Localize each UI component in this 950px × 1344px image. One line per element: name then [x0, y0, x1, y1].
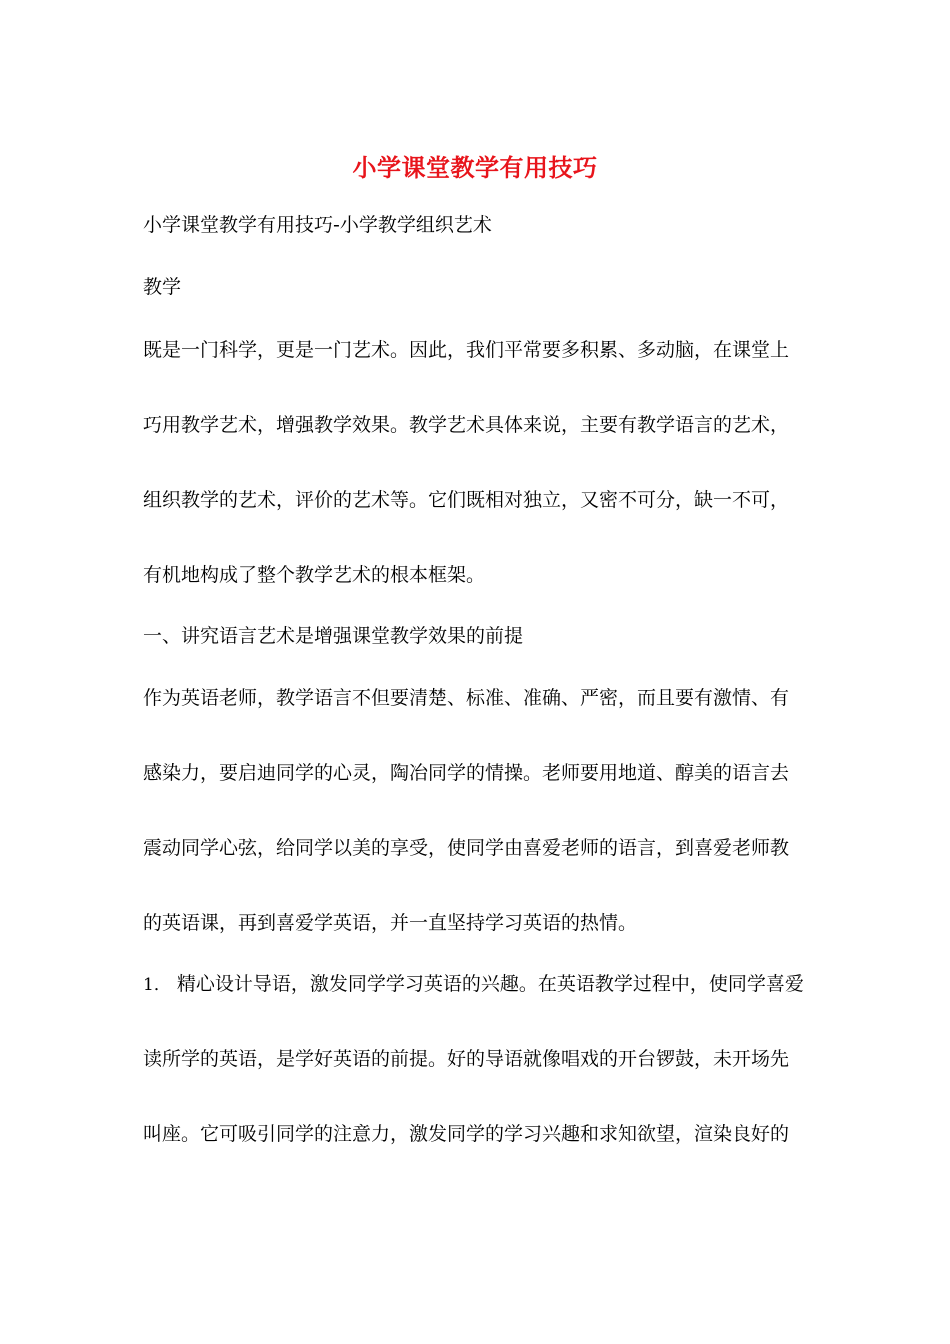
paragraph-line: 组织教学的艺术，评价的艺术等。它们既相对独立，又密不可分，缺一不可，	[143, 489, 790, 511]
section-heading: 一、讲究语言艺术是增强课堂教学效果的前提	[143, 625, 524, 647]
paragraph-line: 读所学的英语，是学好英语的前提。好的导语就像唱戏的开台锣鼓，未开场先	[143, 1048, 790, 1070]
paragraph-line: 的英语课，再到喜爱学英语，并一直坚持学习英语的热情。	[143, 912, 638, 934]
paragraph-line: 叫座。它可吸引同学的注意力，激发同学的学习兴趣和求知欲望，渲染良好的	[143, 1123, 790, 1145]
intro-word: 教学	[143, 276, 182, 298]
paragraph-line: 感染力，要启迪同学的心灵，陶冶同学的情操。老师要用地道、醇美的语言去	[143, 762, 790, 784]
document-title: 小学课堂教学有用技巧	[352, 153, 598, 182]
list-item-text: 精心设计导语，激发同学学习英语的兴趣。在英语教学过程中，使同学喜爱	[176, 973, 804, 995]
paragraph-line: 既是一门科学，更是一门艺术。因此，我们平常要多积累、多动脑，在课堂上	[143, 339, 790, 361]
paragraph-line: 巧用教学艺术，增强教学效果。教学艺术具体来说，主要有教学语言的艺术，	[143, 414, 790, 436]
paragraph-line: 作为英语老师，教学语言不但要清楚、标准、准确、严密，而且要有激情、有	[143, 687, 790, 709]
document-subtitle: 小学课堂教学有用技巧-小学教学组织艺术	[143, 214, 492, 236]
paragraph-line: 有机地构成了整个教学艺术的根本框架。	[143, 564, 486, 586]
list-item-number: 1．	[143, 975, 171, 995]
paragraph-line: 震动同学心弦，给同学以美的享受，使同学由喜爱老师的语言，到喜爱老师教	[143, 837, 790, 859]
list-item	[143, 970, 823, 999]
